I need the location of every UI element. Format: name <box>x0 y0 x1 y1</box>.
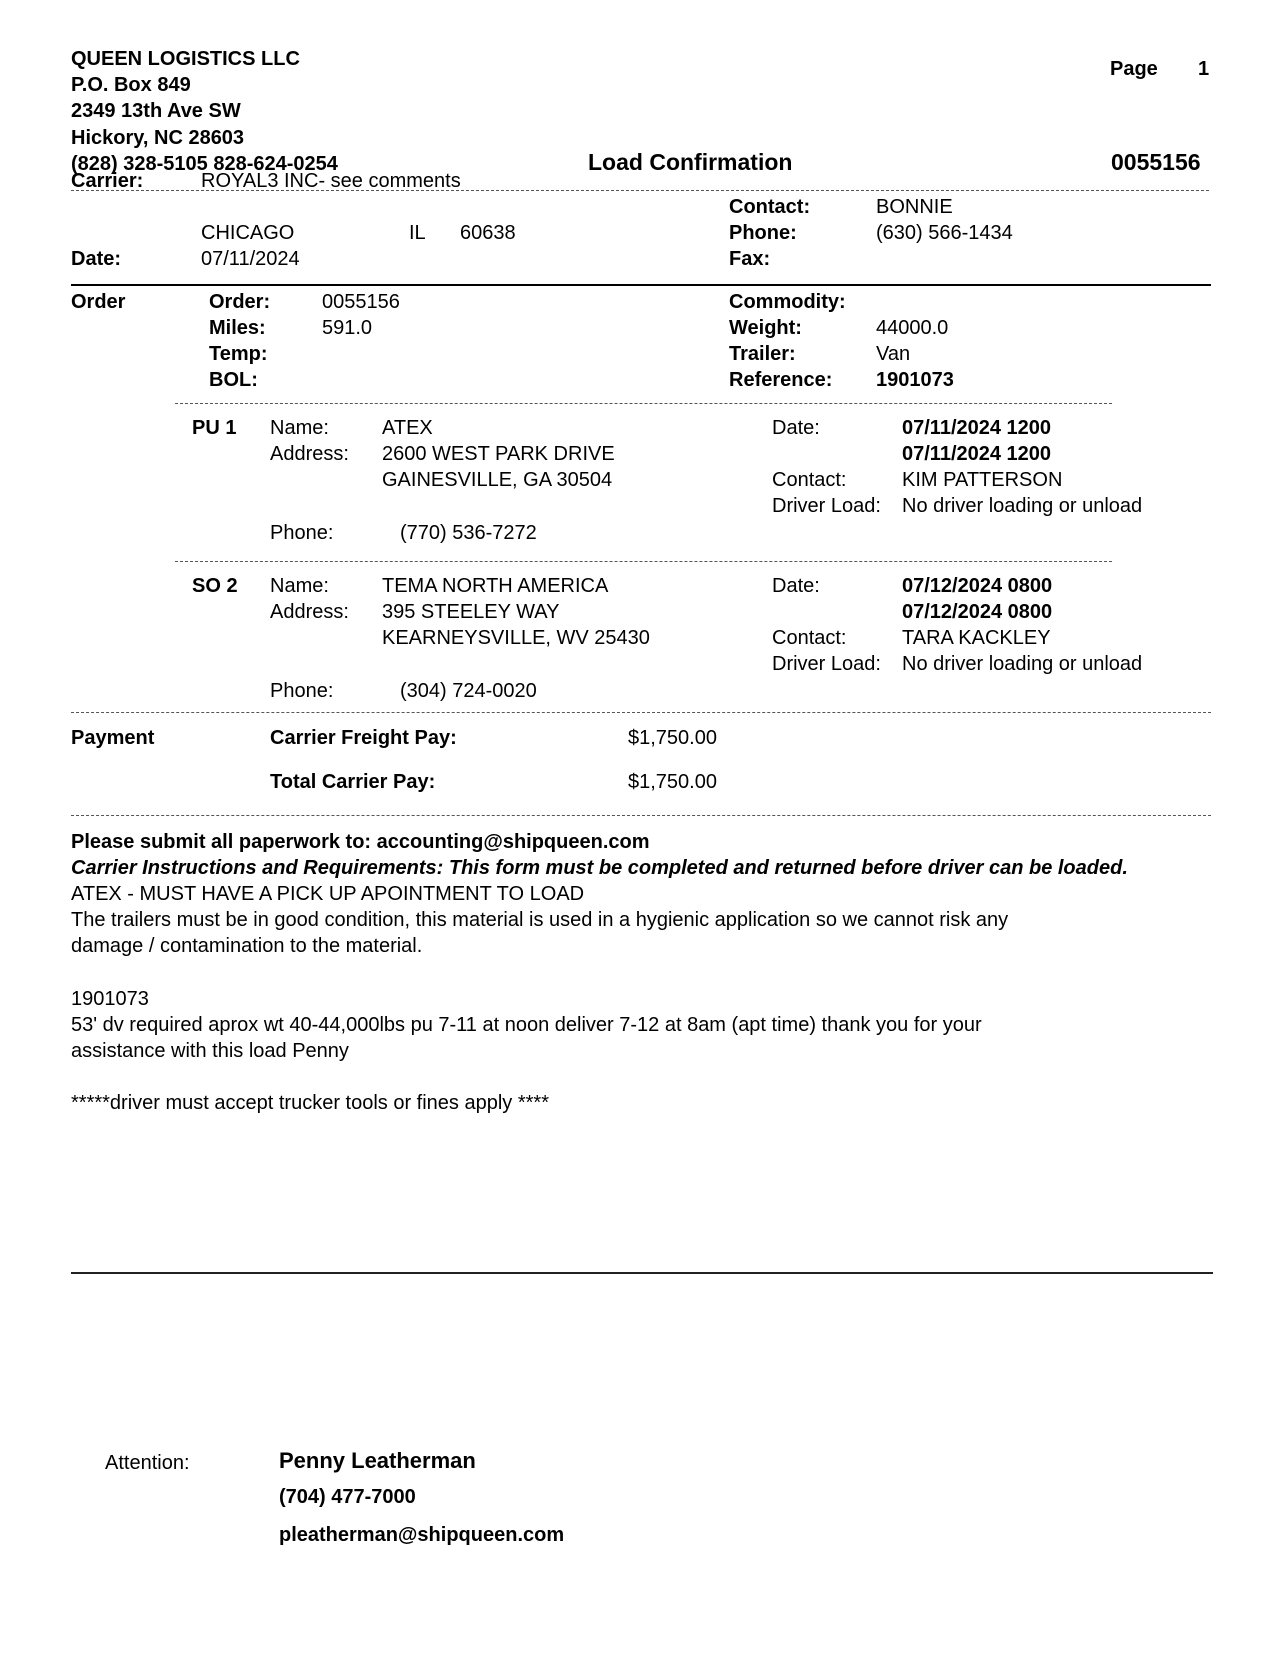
submit-paperwork: Please submit all paperwork to: accounting@shipqueen.com <box>71 831 650 853</box>
stop-code: SO 2 <box>192 575 238 597</box>
attention-phone: (704) 477-7000 <box>279 1486 416 1508</box>
attention-email: pleatherman@shipqueen.com <box>279 1524 565 1546</box>
company-po-box: P.O. Box 849 <box>71 74 191 96</box>
stop-address-line2: GAINESVILLE, GA 30504 <box>382 469 613 491</box>
page-label: Page <box>1110 58 1158 80</box>
stop-contact: TARA KACKLEY <box>902 627 1051 649</box>
temp-label: Temp: <box>209 343 268 365</box>
carrier-name: ROYAL3 INC- see comments <box>201 170 461 192</box>
total-pay-value: $1,750.00 <box>628 771 717 793</box>
freight-pay-value: $1,750.00 <box>628 727 717 749</box>
carrier-contact: BONNIE <box>876 196 953 218</box>
carrier-state: IL <box>409 222 426 244</box>
instruction-line: damage / contamination to the material. <box>71 935 423 957</box>
stop-date-from: 07/11/2024 1200 <box>902 417 1052 439</box>
attention-name: Penny Leatherman <box>279 1448 476 1473</box>
instruction-line: 53' dv required aprox wt 40-44,000lbs pu 7-11 at noon deliver 7-12 at 8am (apt time) thank you for your <box>71 1014 982 1036</box>
reference-value: 1901073 <box>876 369 954 391</box>
divider <box>71 712 1211 713</box>
order-number: 0055156 <box>322 291 400 313</box>
stop-name: TEMA NORTH AMERICA <box>382 575 609 597</box>
reference-label: Reference: <box>729 369 833 391</box>
company-name: QUEEN LOGISTICS LLC <box>71 48 300 70</box>
miles-value: 591.0 <box>322 317 373 339</box>
stop-address-label: Address: <box>270 443 349 465</box>
stop-date-from: 07/12/2024 0800 <box>902 575 1053 597</box>
total-pay-label: Total Carrier Pay: <box>270 771 436 793</box>
trailer-label: Trailer: <box>729 343 796 365</box>
order-section-label: Order <box>71 291 126 313</box>
stop-driver-load-label: Driver Load: <box>772 495 881 517</box>
divider <box>71 284 1211 286</box>
stop-driver-load: No driver loading or unload <box>902 653 1143 675</box>
signature-line <box>71 1272 1213 1274</box>
doc-number: 0055156 <box>1111 149 1201 175</box>
divider <box>175 561 1112 562</box>
carrier-fax-label: Fax: <box>729 248 771 270</box>
stop-phone-label: Phone: <box>270 522 334 544</box>
payment-section-label: Payment <box>71 727 155 749</box>
trailer-value: Van <box>876 343 911 365</box>
stop-driver-load: No driver loading or unload <box>902 495 1143 517</box>
stop-phone-label: Phone: <box>270 680 334 702</box>
miles-label: Miles: <box>209 317 266 339</box>
carrier-contact-label: Contact: <box>729 196 811 218</box>
stop-driver-load-label: Driver Load: <box>772 653 881 675</box>
stop-contact-label: Contact: <box>772 627 847 649</box>
order-label: Order: <box>209 291 271 313</box>
carrier-zip: 60638 <box>460 222 516 244</box>
stop-address-line2: KEARNEYSVILLE, WV 25430 <box>382 627 650 649</box>
carrier-phone: (630) 566-1434 <box>876 222 1013 244</box>
stop-phone: (304) 724-0020 <box>400 680 537 702</box>
stop-address-line1: 2600 WEST PARK DRIVE <box>382 443 615 465</box>
carrier-date: 07/11/2024 <box>201 248 300 270</box>
instruction-line: The trailers must be in good condition, this material is used in a hygienic application so we cannot risk any <box>71 909 1009 931</box>
stop-date-label: Date: <box>772 417 820 439</box>
carrier-label: Carrier: <box>71 170 144 192</box>
company-street: 2349 13th Ave SW <box>71 100 241 122</box>
stop-code: PU 1 <box>192 417 237 439</box>
carrier-date-label: Date: <box>71 248 122 270</box>
weight-label: Weight: <box>729 317 802 339</box>
stop-date-to: 07/12/2024 0800 <box>902 601 1053 623</box>
carrier-city: CHICAGO <box>201 222 295 244</box>
stop-name: ATEX <box>382 417 433 439</box>
company-city: Hickory, NC 28603 <box>71 127 245 149</box>
divider <box>175 403 1112 404</box>
stop-address-label: Address: <box>270 601 349 623</box>
instruction-line: assistance with this load Penny <box>71 1040 349 1062</box>
stop-address-line1: 395 STEELEY WAY <box>382 601 560 623</box>
instruction-line: ATEX - MUST HAVE A PICK UP APOINTMENT TO LOAD <box>71 883 585 905</box>
instruction-line: *****driver must accept trucker tools or fines apply **** <box>71 1092 549 1114</box>
bol-label: BOL: <box>209 369 258 391</box>
freight-pay-label: Carrier Freight Pay: <box>270 727 457 749</box>
stop-contact-label: Contact: <box>772 469 847 491</box>
stop-contact: KIM PATTERSON <box>902 469 1063 491</box>
stop-name-label: Name: <box>270 417 329 439</box>
carrier-phone-label: Phone: <box>729 222 797 244</box>
stop-phone: (770) 536-7272 <box>400 522 537 544</box>
stop-date-to: 07/11/2024 1200 <box>902 443 1052 465</box>
divider <box>71 815 1211 816</box>
company-phones: (828) 328-5105 828-624-0254 <box>71 153 338 175</box>
page-number: 1 <box>1198 58 1210 80</box>
doc-title: Load Confirmation <box>588 149 793 175</box>
instruction-line: 1901073 <box>71 988 149 1010</box>
stop-name-label: Name: <box>270 575 329 597</box>
attention-label: Attention: <box>105 1452 190 1474</box>
stop-date-label: Date: <box>772 575 820 597</box>
divider <box>71 190 1209 191</box>
carrier-requirements: Carrier Instructions and Requirements: This form must be completed and returned before driver can be loaded. <box>71 857 1128 879</box>
commodity-label: Commodity: <box>729 291 846 313</box>
weight-value: 44000.0 <box>876 317 949 339</box>
